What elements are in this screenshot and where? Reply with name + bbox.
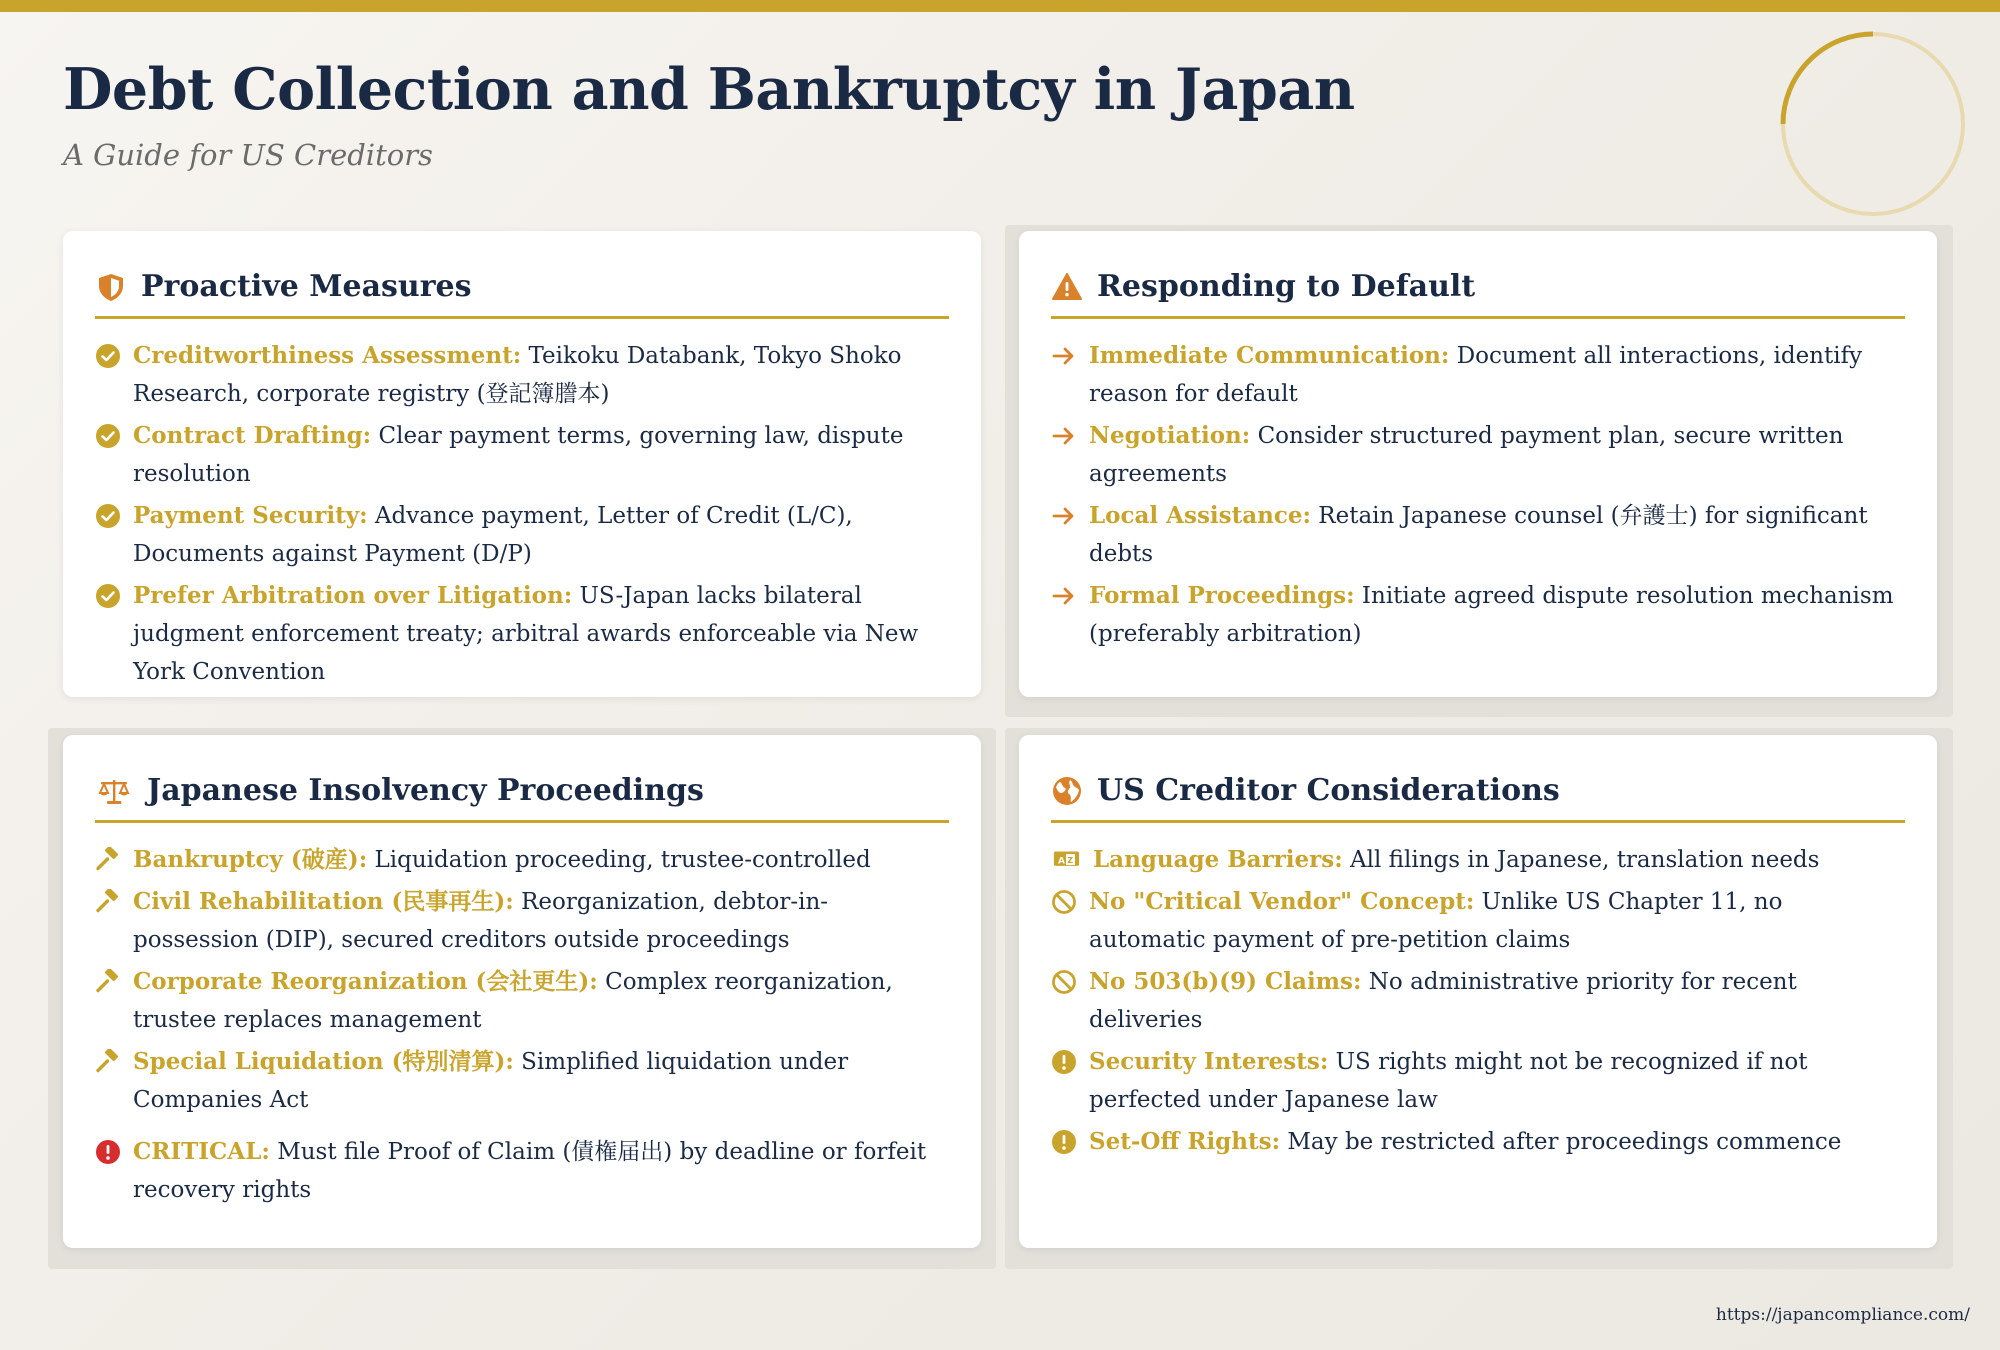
insolvency-list xyxy=(95,841,949,1209)
item-text: Clear payment terms, governing law, dispute resolution xyxy=(133,423,904,487)
item-label: Local Assistance: xyxy=(1089,502,1311,529)
item-text: Must file Proof of Claim (債権届出) by deadline or forfeit recovery rights xyxy=(133,1139,927,1203)
item-text: Reorganization, debtor-in-possession (DIP), secured creditors outside proceedings xyxy=(133,889,829,953)
list-item xyxy=(95,417,949,493)
gavel-icon xyxy=(95,1049,121,1075)
card-insolvency-proceedings xyxy=(63,735,981,1248)
list-item xyxy=(1051,1123,1905,1161)
list-item xyxy=(95,337,949,413)
exclamation-circle-icon xyxy=(1051,1049,1077,1075)
arrow-right-icon xyxy=(1051,503,1077,529)
list-item xyxy=(1051,963,1905,1039)
list-item xyxy=(95,841,949,879)
shield-icon xyxy=(95,271,127,303)
list-item xyxy=(95,963,949,1039)
gavel-icon xyxy=(95,889,121,915)
item-text: Advance payment, Letter of Credit (L/C), Documents against Payment (D/P) xyxy=(133,503,853,567)
scales-icon xyxy=(95,775,133,807)
arrow-right-icon xyxy=(1051,583,1077,609)
item-text: Retain Japanese counsel (弁護士) for significant debts xyxy=(1089,503,1868,567)
list-item xyxy=(95,577,949,691)
item-text: Liquidation proceeding, trustee-controlled xyxy=(374,847,871,873)
item-text: Simplified liquidation under Companies Act xyxy=(133,1049,849,1113)
item-text: All filings in Japanese, translation needs xyxy=(1350,847,1820,873)
item-label: Negotiation: xyxy=(1089,422,1251,449)
warning-icon xyxy=(1051,271,1083,303)
list-item xyxy=(1051,497,1905,573)
list-item-critical xyxy=(95,1133,949,1209)
item-label: Corporate Reorganization (会社更生): xyxy=(133,968,598,995)
item-label: Contract Drafting: xyxy=(133,422,372,449)
globe-icon xyxy=(1051,775,1083,807)
item-label: No "Critical Vendor" Concept: xyxy=(1089,888,1475,915)
exclamation-circle-icon xyxy=(1051,1129,1077,1155)
list-item xyxy=(95,883,949,959)
alert-red-icon xyxy=(95,1139,121,1165)
decorative-ring xyxy=(1777,28,1969,220)
item-text: US-Japan lacks bilateral judgment enforcement treaty; arbitral awards enforceable via New York Convention xyxy=(133,583,919,685)
gavel-icon xyxy=(95,847,121,873)
item-label: Prefer Arbitration over Litigation: xyxy=(133,582,573,609)
check-circle-icon xyxy=(95,423,121,449)
svg-text:Z: Z xyxy=(1067,856,1074,865)
check-circle-icon xyxy=(95,343,121,369)
check-circle-icon xyxy=(95,583,121,609)
item-label: Set-Off Rights: xyxy=(1089,1128,1281,1155)
card-proactive-measures xyxy=(63,231,981,697)
list-item xyxy=(1051,841,1905,879)
card-title: Japanese Insolvency Proceedings xyxy=(147,773,704,808)
list-item xyxy=(1051,417,1905,493)
ban-icon xyxy=(1051,969,1077,995)
item-text: No administrative priority for recent deliveries xyxy=(1089,969,1797,1033)
item-label: CRITICAL: xyxy=(133,1138,270,1165)
item-label: Immediate Communication: xyxy=(1089,342,1450,369)
page-title: Debt Collection and Bankruptcy in Japan xyxy=(63,56,1355,123)
arrow-right-icon xyxy=(1051,423,1077,449)
item-label: Language Barriers: xyxy=(1093,846,1343,873)
item-label: No 503(b)(9) Claims: xyxy=(1089,968,1362,995)
language-icon xyxy=(1051,847,1081,873)
card-header xyxy=(1051,269,1905,319)
item-text: Initiate agreed dispute resolution mechanism (preferably arbitration) xyxy=(1089,583,1894,647)
card-responding-to-default xyxy=(1019,231,1937,697)
us-list xyxy=(1051,841,1905,1161)
item-text: May be restricted after proceedings commence xyxy=(1287,1129,1842,1155)
card-title: Proactive Measures xyxy=(141,269,472,304)
list-item xyxy=(95,1043,949,1119)
card-header xyxy=(1051,773,1905,823)
gavel-icon xyxy=(95,969,121,995)
item-text: Unlike US Chapter 11, no automatic payment of pre-petition claims xyxy=(1089,889,1783,953)
list-item xyxy=(1051,883,1905,959)
item-label: Special Liquidation (特別清算): xyxy=(133,1048,514,1075)
ban-icon xyxy=(1051,889,1077,915)
arrow-right-icon xyxy=(1051,343,1077,369)
item-text: Consider structured payment plan, secure written agreements xyxy=(1089,423,1844,487)
card-header xyxy=(95,773,949,823)
item-label: Payment Security: xyxy=(133,502,368,529)
top-accent-bar xyxy=(0,0,2000,12)
item-text: Document all interactions, identify reason for default xyxy=(1089,343,1863,407)
item-label: Bankruptcy (破産): xyxy=(133,846,368,873)
default-list xyxy=(1051,337,1905,653)
list-item xyxy=(95,497,949,573)
item-text: Teikoku Databank, Tokyo Shoko Research, corporate registry (登記簿謄本) xyxy=(133,343,902,407)
card-header xyxy=(95,269,949,319)
svg-text:A: A xyxy=(1058,856,1065,867)
card-us-creditor-considerations xyxy=(1019,735,1937,1248)
page-subtitle: A Guide for US Creditors xyxy=(63,138,433,172)
check-circle-icon xyxy=(95,503,121,529)
footer-url[interactable]: https://japancompliance.com/ xyxy=(1715,1305,1970,1325)
item-text: Complex reorganization, trustee replaces management xyxy=(133,969,893,1033)
list-item xyxy=(1051,337,1905,413)
card-title: US Creditor Considerations xyxy=(1097,773,1560,808)
proactive-list xyxy=(95,337,949,691)
item-label: Creditworthiness Assessment: xyxy=(133,342,522,369)
item-text: US rights might not be recognized if not perfected under Japanese law xyxy=(1089,1049,1808,1113)
list-item xyxy=(1051,1043,1905,1119)
item-label: Formal Proceedings: xyxy=(1089,582,1355,609)
list-item xyxy=(1051,577,1905,653)
item-label: Civil Rehabilitation (民事再生): xyxy=(133,888,514,915)
item-label: Security Interests: xyxy=(1089,1048,1329,1075)
card-title: Responding to Default xyxy=(1097,269,1476,304)
